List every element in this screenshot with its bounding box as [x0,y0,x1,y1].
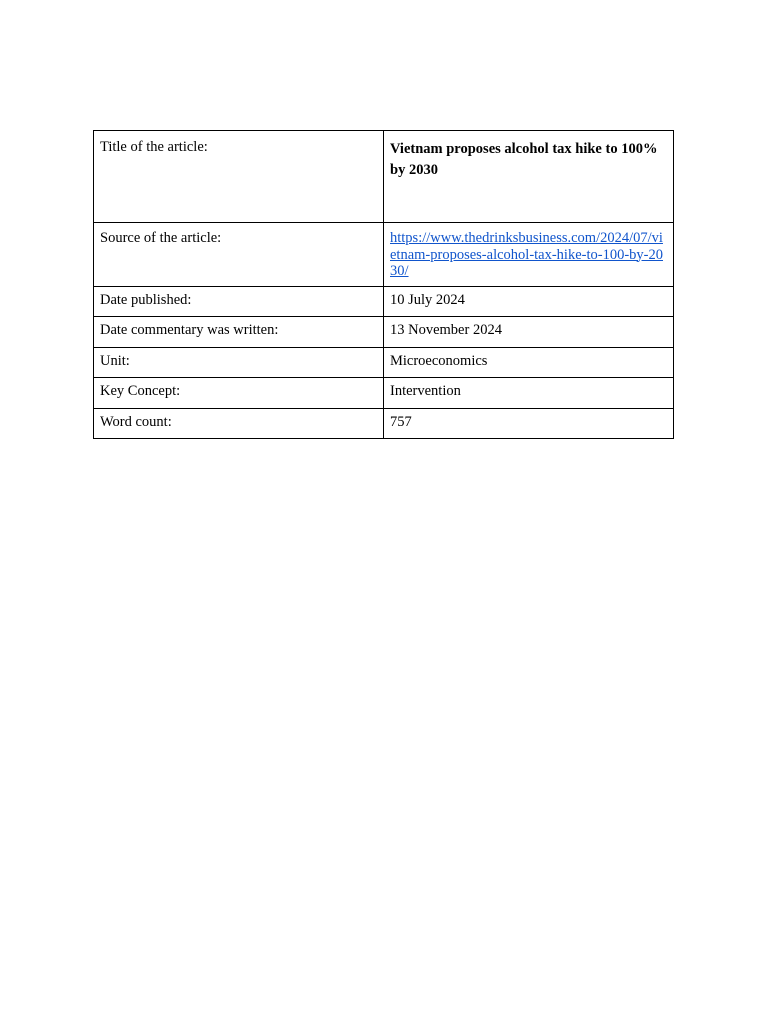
label-title: Title of the article: [94,131,384,223]
table-row-word-count [94,408,674,439]
value-title-cell [384,131,674,223]
source-link[interactable]: https://www.thedrinksbusiness.com/2024/07/vietnam-proposes-alcohol-tax-hike-to-100-by-2030/ [390,230,663,279]
value-unit: Microeconomics [384,347,674,378]
value-date-published: 10 July 2024 [384,286,674,317]
label-date-published: Date published: [94,286,384,317]
label-date-written: Date commentary was written: [94,317,384,348]
article-title: Vietnam proposes alcohol tax hike to 100% by 2030 [390,141,658,178]
table-row-source [94,223,674,287]
value-date-written: 13 November 2024 [384,317,674,348]
value-key-concept: Intervention [384,378,674,409]
table-row-title [94,131,674,223]
label-key-concept: Key Concept: [94,378,384,409]
value-source-cell [384,223,674,287]
label-unit: Unit: [94,347,384,378]
table-row-unit [94,347,674,378]
value-word-count: 757 [384,408,674,439]
article-info-table [93,130,674,439]
table-row-date-published [94,286,674,317]
label-source: Source of the article: [94,223,384,287]
label-word-count: Word count: [94,408,384,439]
table-row-key-concept [94,378,674,409]
table-row-date-written [94,317,674,348]
